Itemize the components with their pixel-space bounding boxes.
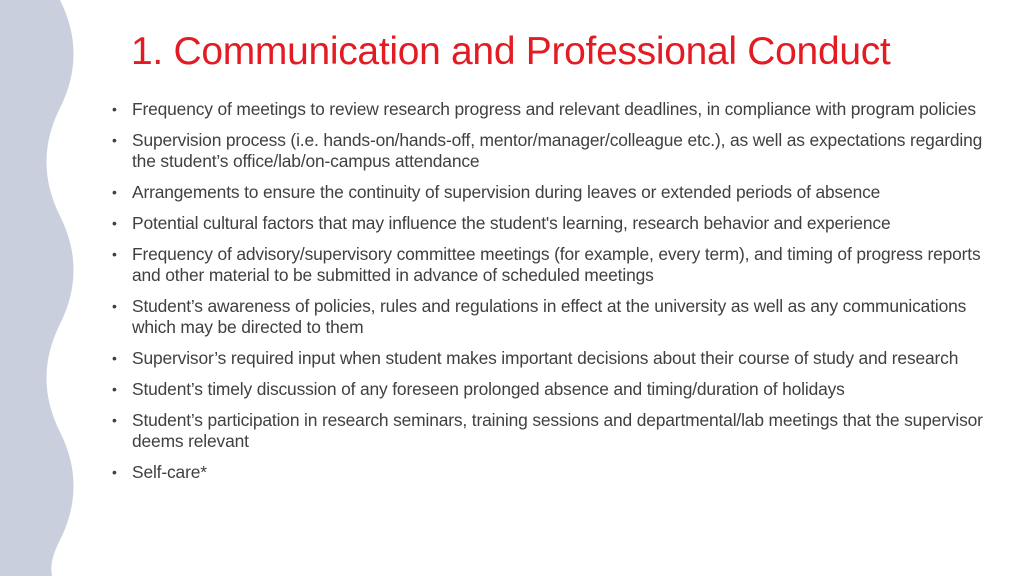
bullet-text: Frequency of advisory/supervisory committee meetings (for example, every term), and timing of progress reports and other material to be submitted in advance of scheduled meetings <box>132 244 981 285</box>
bullet-item <box>112 462 1002 483</box>
bullet-item <box>112 244 1002 286</box>
bullet-dot: • <box>112 132 117 148</box>
slide-title: 1. Communication and Professional Conduct <box>131 30 891 73</box>
bullet-item <box>112 296 1002 338</box>
bullet-dot: • <box>112 246 117 262</box>
bullet-text: Supervision process (i.e. hands-on/hands-off, mentor/manager/colleague etc.), as well as expectations regarding the student’s office/lab/on-campus attendance <box>132 130 983 171</box>
bullet-text: Self-care* <box>132 462 207 482</box>
bullet-item <box>112 213 1002 234</box>
bullet-text: Student’s participation in research seminars, training sessions and departmental/lab meetings that the supervisor deems relevant <box>132 410 983 451</box>
bullet-dot: • <box>112 101 117 117</box>
bullet-item <box>112 379 1002 400</box>
bullet-item <box>112 99 1002 120</box>
bullet-list <box>112 99 1002 493</box>
bullet-dot: • <box>112 381 117 397</box>
bullet-dot: • <box>112 184 117 200</box>
wave-shape <box>0 0 74 576</box>
bullet-dot: • <box>112 412 117 428</box>
bullet-item <box>112 410 1002 452</box>
bullet-item <box>112 130 1002 172</box>
bullet-dot: • <box>112 350 117 366</box>
bullet-text: Supervisor’s required input when student makes important decisions about their course of study and research <box>132 348 959 368</box>
bullet-text: Student’s timely discussion of any foreseen prolonged absence and timing/duration of holidays <box>132 379 845 399</box>
bullet-dot: • <box>112 464 117 480</box>
bullet-item <box>112 182 1002 203</box>
decorative-wave-band <box>0 0 80 576</box>
bullet-text: Potential cultural factors that may influence the student's learning, research behavior and experience <box>132 213 891 233</box>
bullet-text: Student’s awareness of policies, rules and regulations in effect at the university as well as any communications which may be directed to them <box>132 296 967 337</box>
bullet-item <box>112 348 1002 369</box>
bullet-dot: • <box>112 215 117 231</box>
bullet-dot: • <box>112 298 117 314</box>
bullet-text: Frequency of meetings to review research progress and relevant deadlines, in compliance with program policies <box>132 99 976 119</box>
bullet-text: Arrangements to ensure the continuity of supervision during leaves or extended periods of absence <box>132 182 881 202</box>
